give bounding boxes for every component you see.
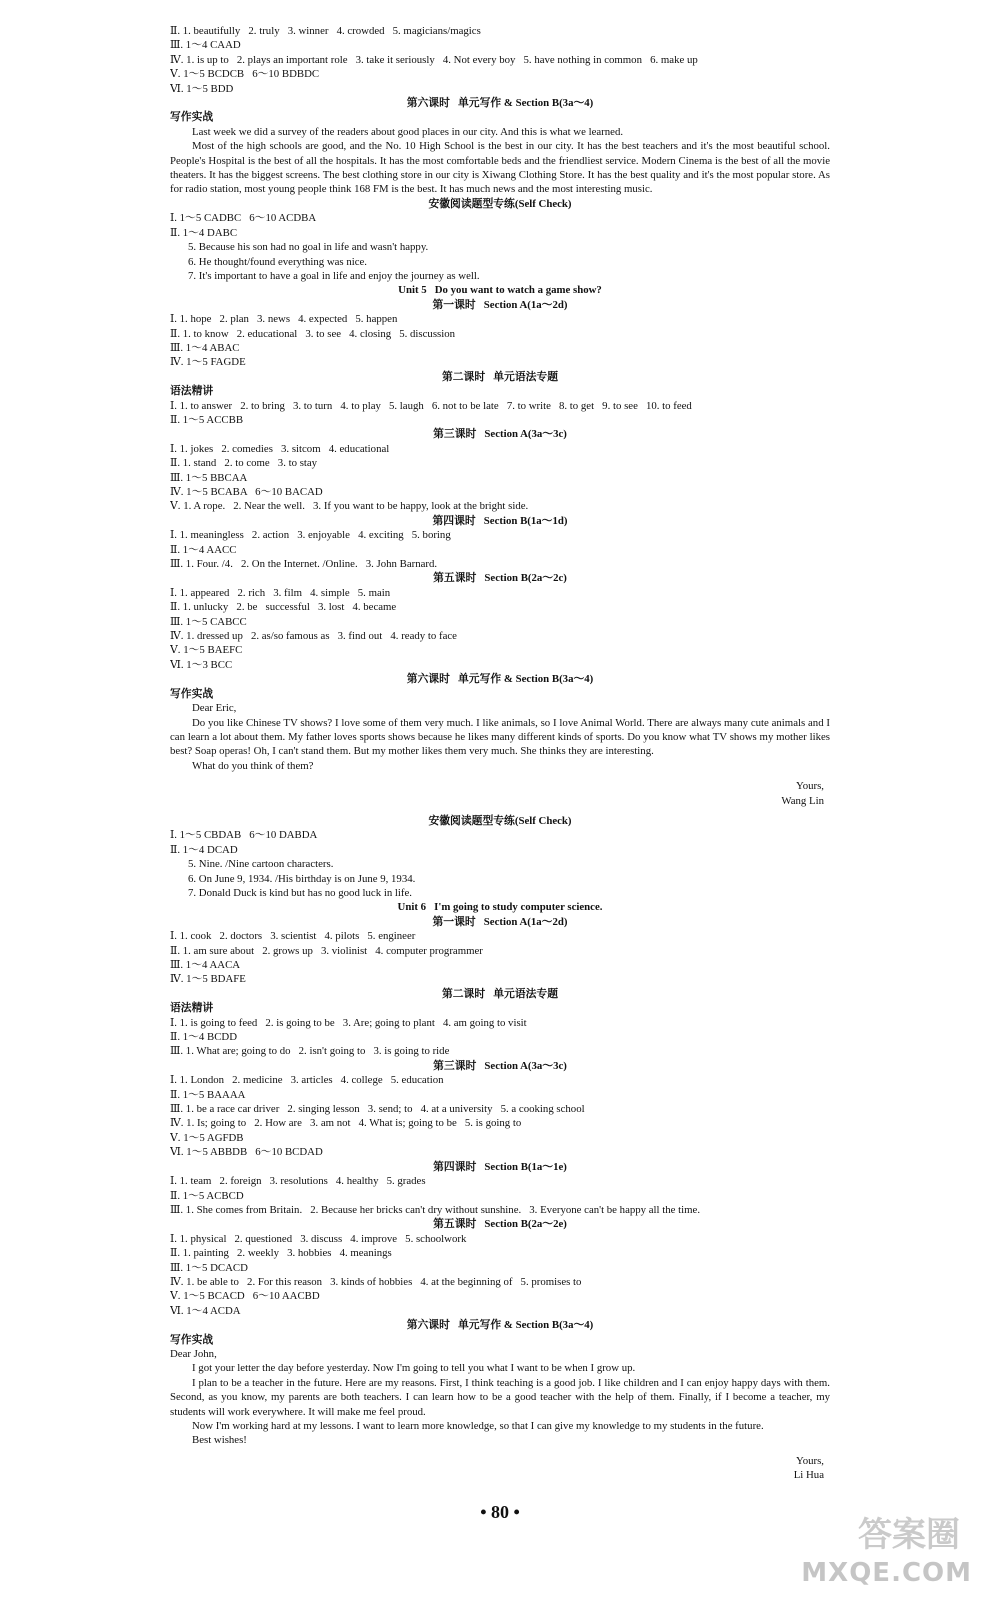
answer-line: Ⅵ. 1～5 ABBDB 6～10 BCDAD xyxy=(170,1146,323,1159)
answer-line: 5. Because his son had no goal in life and wasn't happy. xyxy=(188,241,429,254)
answer-line: Ⅱ. 1～4 AACC xyxy=(170,543,237,556)
answer-line: Ⅲ. 1. She comes from Britain. 2. Because her bricks can't dry without sunshine. 3. Everyone can't be happy all the time. xyxy=(170,1203,701,1216)
essay-paragraph: Most of the high schools are good, and the No. 10 High School is the best in our city. It has the best teachers and it's the most beautiful school. People's Hospital is the best of all the hospitals. It has the most comfortable beds and the friendliest service. Modern Cinema is the best of all the movie theaters. It has the biggest screens. The best clothing store in our city is Xiwang Clothing Store. It has the best quality and it's the most popular store. As for radio station, most young people think 168 FM is the best. It has much news and the most interesting music. xyxy=(170,140,830,196)
answer-line: Ⅰ. 1. to answer 2. to bring 3. to turn 4. to play 5. laugh 6. not to be late 7. to write 8. to get 9. to see 10. to feed xyxy=(170,399,692,412)
essay-paragraph: Dear Eric, xyxy=(192,702,237,715)
answer-line: Ⅲ. 1～5 BBCAA xyxy=(170,471,248,484)
answer-line: Ⅰ. 1～5 CBDAB 6～10 DABDA xyxy=(170,829,318,842)
section-heading: Unit 5 Do you want to watch a game show? xyxy=(398,284,602,297)
answer-line: 语法精讲 xyxy=(170,385,214,398)
answer-line: Ⅳ. 1. Is; going to 2. How are 3. am not 4. What is; going to be 5. is going to xyxy=(170,1117,522,1130)
answer-line: Ⅳ. 1～5 BCABA 6～10 BACAD xyxy=(170,486,323,498)
answer-line: Ⅱ. 1. unlucky 2. be successful 3. lost 4. became xyxy=(170,601,397,614)
answer-line: Ⅴ. 1～5 BCDCB 6～10 BDBDC xyxy=(170,68,320,81)
essay-paragraph: Do you like Chinese TV shows? I love some of them very much. I like animals, so I love Animal World. There are always many cute animals and I can learn a lot about them. My father loves sports shows because he likes many different kinds of sports. Do you know what TV shows my mother likes best? Soap operas! Oh, I can't stand them. But my mother likes them very much. She thinks they are interesting. xyxy=(170,716,830,758)
answer-line: Ⅱ. 1～4 BCDD xyxy=(170,1031,238,1044)
answer-line: 7. Donald Duck is kind but has no good luck in life. xyxy=(188,886,413,899)
essay-paragraph: I got your letter the day before yesterday. Now I'm going to tell you what I want to be when I grow up. xyxy=(192,1362,636,1375)
answer-line: Ⅵ. 1～5 BDD xyxy=(170,82,234,95)
section-heading: 第六课时 单元写作 & Section B(3a～4) xyxy=(406,673,594,686)
section-heading: Unit 6 I'm going to study computer science. xyxy=(397,901,603,914)
answer-line: Ⅲ. 1～4 AACA xyxy=(170,959,241,971)
answer-line: Ⅱ. 1～4 DCAD xyxy=(170,843,238,856)
answer-line: 5. Nine. /Nine cartoon characters. xyxy=(188,858,334,871)
answer-line: Ⅲ. 1. What are; going to do 2. isn't going to 3. is going to ride xyxy=(170,1045,450,1058)
answer-line: Ⅰ. 1～5 CADBC 6～10 ACDBA xyxy=(170,212,317,225)
answer-line: Ⅰ. 1. is going to feed 2. is going to be 3. Are; going to plant 4. am going to visit xyxy=(170,1016,527,1029)
essay-paragraph: Now I'm working hard at my lessons. I want to learn more knowledge, so that I can give my knowledge to my students in the future. xyxy=(192,1420,764,1432)
answer-sheet xyxy=(170,24,830,1483)
essay-paragraph: Best wishes! xyxy=(192,1434,247,1447)
answer-line: Ⅰ. 1. physical 2. questioned 3. discuss 4. improve 5. schoolwork xyxy=(170,1232,467,1245)
essay-paragraph: Last week we did a survey of the readers about good places in our city. And this is what we learned. xyxy=(192,125,624,138)
answer-line: Ⅰ. 1. hope 2. plan 3. news 4. expected 5. happen xyxy=(170,313,398,326)
answer-line: Ⅲ. 1～4 ABAC xyxy=(170,341,240,354)
watermark-url: MXQE.COM xyxy=(801,1558,972,1588)
answer-line: 写作实战 xyxy=(170,111,214,124)
answer-line: Ⅱ. 1. stand 2. to come 3. to stay xyxy=(170,457,318,470)
section-heading: 第六课时 单元写作 & Section B(3a～4) xyxy=(406,97,594,110)
answer-line: Ⅳ. 1. dressed up 2. as/so famous as 3. find out 4. ready to face xyxy=(170,630,457,643)
signature-line: Wang Lin xyxy=(781,794,824,807)
answer-line: Ⅰ. 1. meaningless 2. action 3. enjoyable 4. exciting 5. boring xyxy=(170,529,451,542)
answer-line: Ⅴ. 1～5 BAEFC xyxy=(170,644,243,657)
answer-line: Ⅱ. 1～4 DABC xyxy=(170,226,238,239)
answer-line: Ⅱ. 1～5 ACBCD xyxy=(170,1189,244,1202)
section-heading: 第五课时 Section B(2a～2e) xyxy=(433,1218,567,1231)
answer-line: Ⅳ. 1. be able to 2. For this reason 3. kinds of hobbies 4. at the beginning of 5. promises to xyxy=(170,1275,582,1288)
answer-line: Ⅱ. 1. painting 2. weekly 3. hobbies 4. meanings xyxy=(170,1247,392,1260)
answer-line: Ⅰ. 1. jokes 2. comedies 3. sitcom 4. educational xyxy=(170,442,390,455)
answer-line: Ⅴ. 1. A rope. 2. Near the well. 3. If you want to be happy, look at the bright side. xyxy=(170,500,529,513)
section-heading: 第一课时 Section A(1a～2d) xyxy=(432,915,568,928)
section-heading: 第四课时 Section B(1a～1e) xyxy=(433,1160,567,1173)
answer-line: Ⅰ. 1. team 2. foreign 3. resolutions 4. healthy 5. grades xyxy=(170,1175,426,1188)
answer-line: 写作实战 xyxy=(170,687,214,700)
watermark-logo: 答案圈 xyxy=(858,1515,960,1555)
section-heading: 第五课时 Section B(2a～2c) xyxy=(433,572,567,585)
answer-line: Ⅲ. 1～5 CABCC xyxy=(170,615,247,628)
answer-line: Ⅱ. 1. beautifully 2. truly 3. winner 4. crowded 5. magicians/magics xyxy=(170,25,481,37)
essay-paragraph: Dear John, xyxy=(170,1347,217,1360)
answer-line: Ⅲ. 1. be a race car driver 2. singing lesson 3. send; to 4. at a university 5. a cooking school xyxy=(170,1103,585,1116)
section-heading: 第三课时 Section A(3a～3c) xyxy=(433,1059,567,1072)
answer-line: 7. It's important to have a goal in life and enjoy the journey as well. xyxy=(188,269,480,282)
answer-line: Ⅳ. 1～5 FAGDE xyxy=(170,356,246,369)
section-heading: 安徽阅读题型专练(Self Check) xyxy=(428,197,572,210)
answer-line: Ⅱ. 1～5 ACCBB xyxy=(170,413,244,426)
answer-line: Ⅱ. 1. am sure about 2. grows up 3. violinist 4. computer programmer xyxy=(170,944,483,957)
answer-line: Ⅲ. 1. Four. /4. 2. On the Internet. /Online. 3. John Barnard. xyxy=(170,558,438,571)
answer-line: Ⅴ. 1～5 AGFDB xyxy=(170,1131,244,1144)
section-heading: 第四课时 Section B(1a～1d) xyxy=(432,514,568,527)
answer-line: Ⅴ. 1～5 BCACD 6～10 AACBD xyxy=(170,1290,320,1303)
answer-line: 语法精讲 xyxy=(170,1002,214,1015)
signature-line: Yours, xyxy=(795,780,824,793)
answer-line: Ⅵ. 1～3 BCC xyxy=(170,658,233,671)
answer-line: Ⅱ. 1～5 BAAAA xyxy=(170,1088,246,1101)
section-heading: 第一课时 Section A(1a～2d) xyxy=(432,298,568,311)
page-number: • 80 • xyxy=(480,1502,520,1522)
answer-line: Ⅳ. 1～5 BDAFE xyxy=(170,973,246,986)
signature-line: Li Hua xyxy=(793,1469,824,1482)
answer-line: Ⅰ. 1. appeared 2. rich 3. film 4. simple 5. main xyxy=(170,586,391,599)
answer-line: 写作实战 xyxy=(170,1333,214,1346)
section-heading: 第三课时 Section A(3a～3c) xyxy=(433,428,567,441)
essay-paragraph: I plan to be a teacher in the future. Here are my reasons. First, I think teaching is a good job. I like children and I can enjoy happy days with them. Second, as you know, my parents are both teachers. I can learn how to be a good teacher with the help of them. Finally, if I become a teacher, my students will work everywhere. It will make me feel proud. xyxy=(170,1376,830,1418)
answer-line: 6. He thought/found everything was nice. xyxy=(188,255,368,268)
answer-line: Ⅰ. 1. cook 2. doctors 3. scientist 4. pilots 5. engineer xyxy=(170,930,416,943)
section-heading: 安徽阅读题型专练(Self Check) xyxy=(428,814,572,827)
answer-line: 6. On June 9, 1934. /His birthday is on June 9, 1934. xyxy=(188,872,416,885)
signature-line: Yours, xyxy=(795,1454,824,1467)
answer-line: Ⅲ. 1～4 CAAD xyxy=(170,39,241,52)
answer-line: Ⅳ. 1. is up to 2. plays an important role 3. take it seriously 4. Not every boy 5. have nothing in common 6. make up xyxy=(170,53,698,66)
answer-line: Ⅱ. 1. to know 2. educational 3. to see 4. closing 5. discussion xyxy=(170,327,456,340)
answer-line: Ⅵ. 1～4 ACDA xyxy=(170,1304,241,1317)
essay-paragraph: What do you think of them? xyxy=(192,759,314,772)
section-heading: 第二课时 单元语法专题 xyxy=(441,987,559,1000)
answer-line: Ⅲ. 1～5 DCACD xyxy=(170,1261,248,1274)
answer-line: Ⅰ. 1. London 2. medicine 3. articles 4. college 5. education xyxy=(170,1074,444,1087)
section-heading: 第六课时 单元写作 & Section B(3a～4) xyxy=(406,1319,594,1332)
section-heading: 第二课时 单元语法专题 xyxy=(441,370,559,383)
